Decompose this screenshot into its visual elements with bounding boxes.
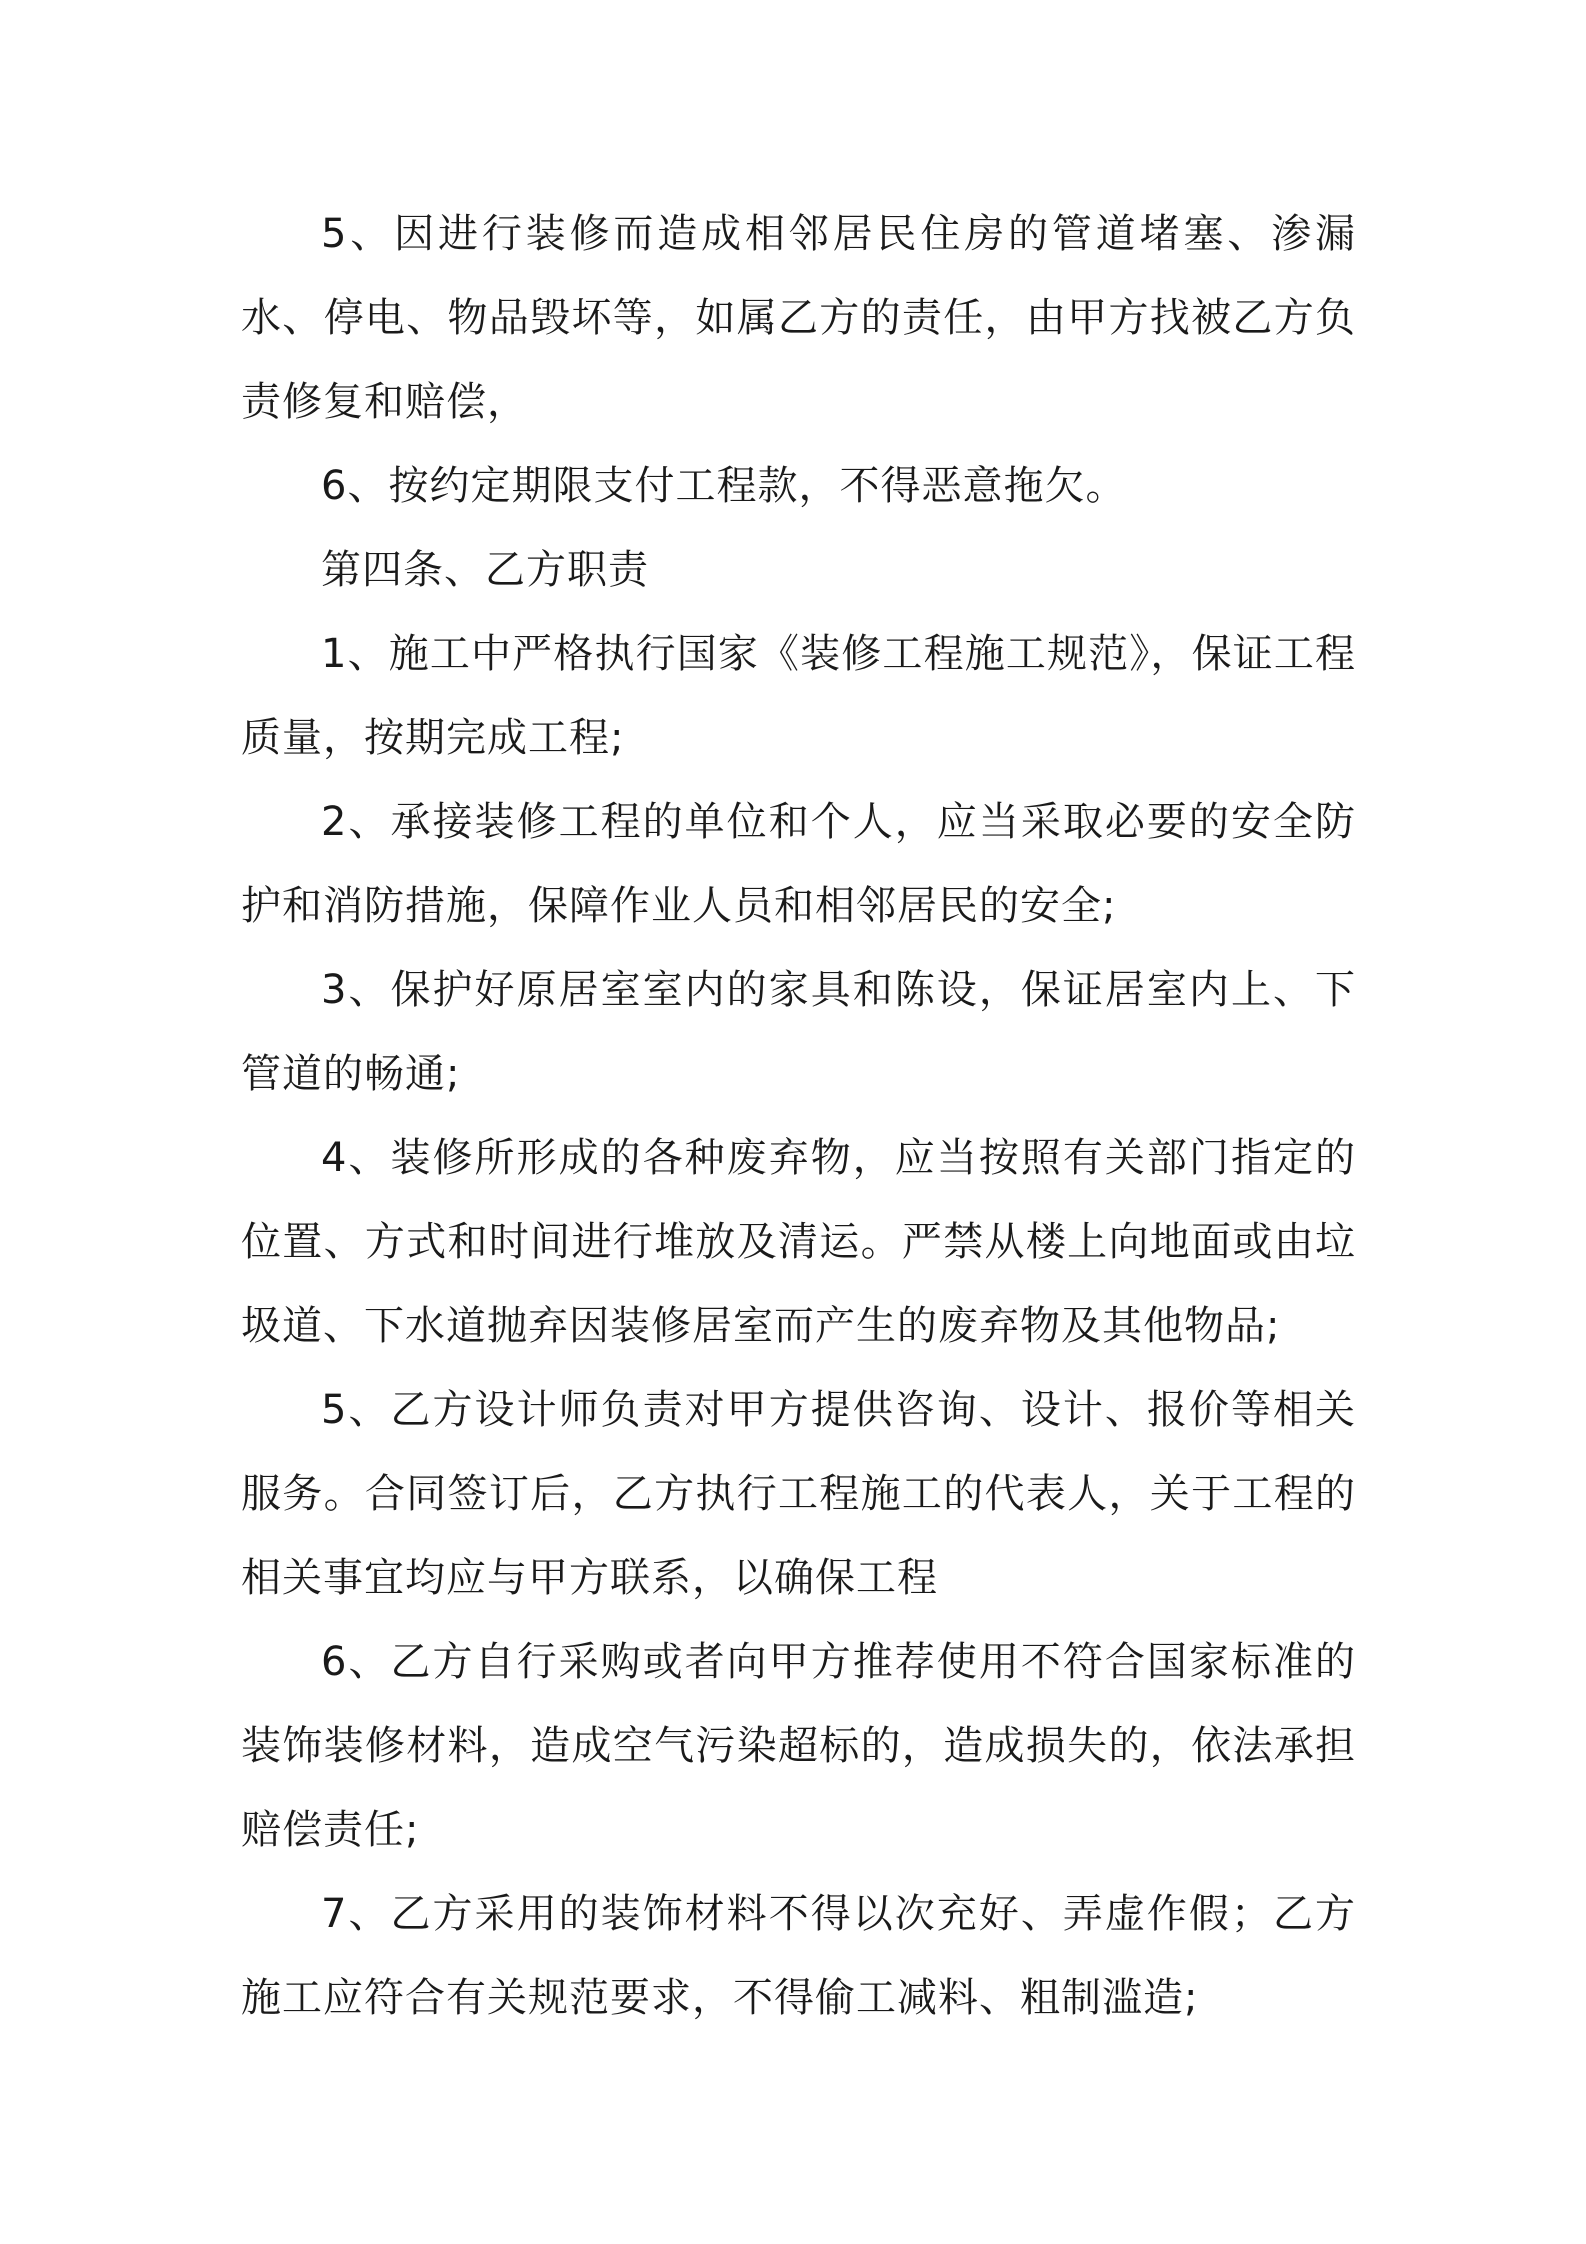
document-body [241,192,1356,2040]
paragraph-clause-4-3: 3、保护好原居室室内的家具和陈设，保证居室内上、下管道的畅通; [241,967,1356,1097]
paragraph-clause-4-4: 4、装修所形成的各种废弃物，应当按照有关部门指定的位置、方式和时间进行堆放及清运。严禁从楼上向地面或由垃圾道、下水道抛弃因装修居室而产生的废弃物及其他物品; [241,1135,1356,1349]
paragraph-clause-3-6: 6、按约定期限支付工程款，不得恶意拖欠。 [321,463,1127,509]
paragraph-clause-3-5: 5、因进行装修而造成相邻居民住房的管道堵塞、渗漏水、停电、物品毁坏等，如属乙方的责任，由甲方找被乙方负责修复和赔偿， [241,211,1356,425]
paragraph-clause-4-1: 1、施工中严格执行国家《装修工程施工规范》，保证工程质量，按期完成工程; [241,631,1356,761]
paragraph-clause-4-7: 7、乙方采用的装饰材料不得以次充好、弄虚作假；乙方施工应符合有关规范要求，不得偷工减料、粗制滥造; [241,1891,1356,2021]
paragraph-clause-4-6: 6、乙方自行采购或者向甲方推荐使用不符合国家标准的装饰装修材料，造成空气污染超标的，造成损失的，依法承担赔偿责任; [241,1639,1356,1853]
section-heading-article-4: 第四条、乙方职责 [321,547,649,593]
paragraph-clause-4-2: 2、承接装修工程的单位和个人，应当采取必要的安全防护和消防措施，保障作业人员和相邻居民的安全; [241,799,1356,929]
paragraph-clause-4-5: 5、乙方设计师负责对甲方提供咨询、设计、报价等相关服务。合同签订后，乙方执行工程施工的代表人，关于工程的相关事宜均应与甲方联系，以确保工程 [241,1387,1356,1601]
